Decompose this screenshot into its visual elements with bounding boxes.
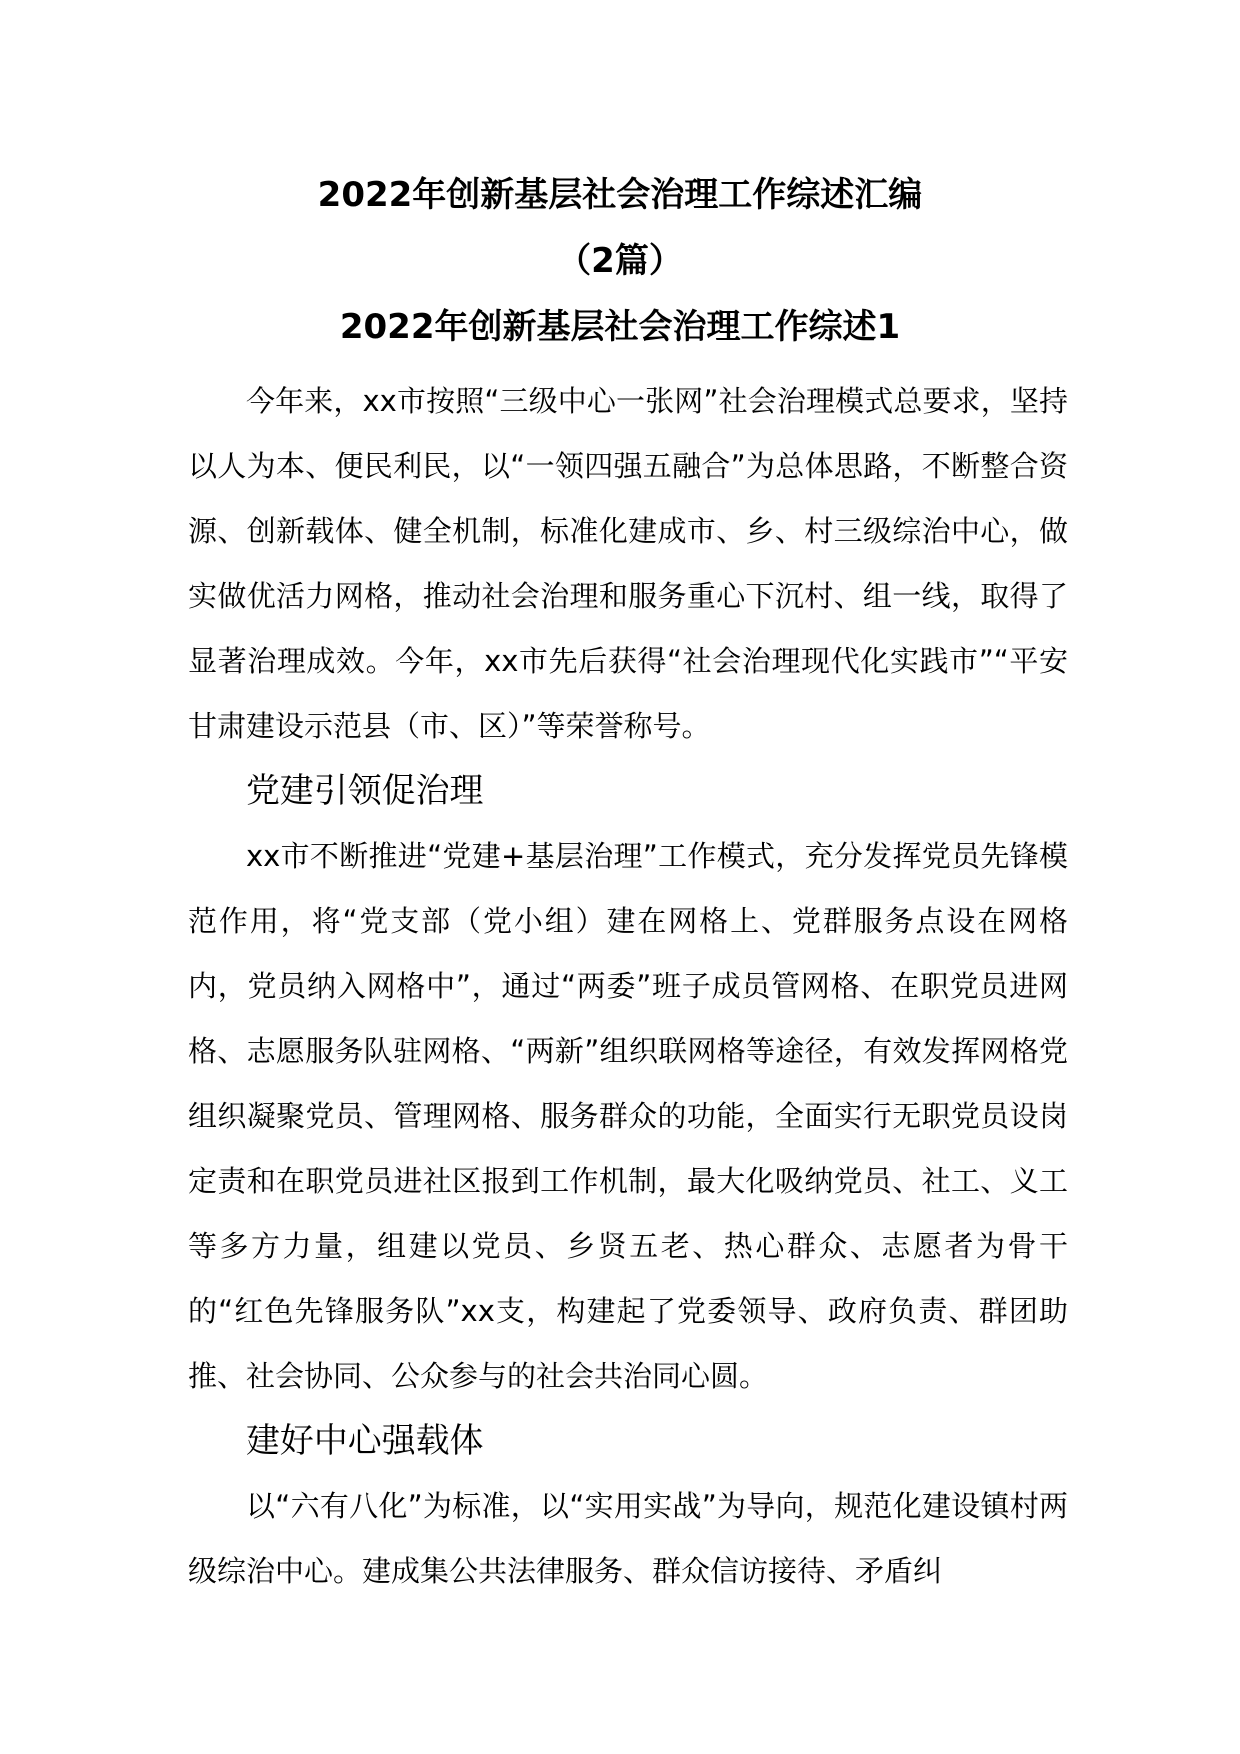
paragraph-party-building: xx市不断推进“党建+基层治理”工作模式，充分发挥党员先锋模范作用，将“党支部（党小组）建在网格上、党群服务点设在网格内，党员纳入网格中”，通过“两委”班子成员管网格、在职党员进网格、志愿服务队驻网格、“两新”组织联网格等途径，有效发挥网格党组织凝聚党员、管理网格、服务群众的功能，全面实行无职党员设岗定责和在职党员进社区报到工作机制，最大化吸纳党员、社工、义工等多方力量，组建以党员、乡贤五老、热心群众、志愿者为骨干的“红色先锋服务队”xx支，构建起了党委领导、政府负责、群团助推、社会协同、公众参与的社会共治同心圆。 — [188, 839, 1068, 1393]
article-body — [188, 369, 1068, 1604]
section-heading-party-building: 党建引领促治理 — [246, 772, 484, 811]
paragraph-intro: 今年来，xx市按照“三级中心一张网”社会治理模式总要求，坚持以人为本、便民利民，以“一领四强五融合”为总体思路，不断整合资源、创新载体、健全机制，标准化建成市、乡、村三级综治中心，做实做优活力网格，推动社会治理和服务重心下沉村、组一线，取得了显著治理成效。今年，xx市先后获得“社会治理现代化实践市”“平安甘肃建设示范县（市、区）”等荣誉称号。 — [188, 384, 1068, 743]
document-subtitle: （2篇） — [557, 241, 683, 281]
section-heading-center-carrier: 建好中心强载体 — [246, 1422, 484, 1461]
document-title: 2022年创新基层社会治理工作综述汇编 — [317, 175, 923, 215]
article-title: 2022年创新基层社会治理工作综述1 — [339, 307, 901, 347]
paragraph-center-carrier: 以“六有八化”为标准，以“实用实战”为导向，规范化建设镇村两级综治中心。建成集公共法律服务、群众信访接待、矛盾纠 — [188, 1489, 1068, 1588]
